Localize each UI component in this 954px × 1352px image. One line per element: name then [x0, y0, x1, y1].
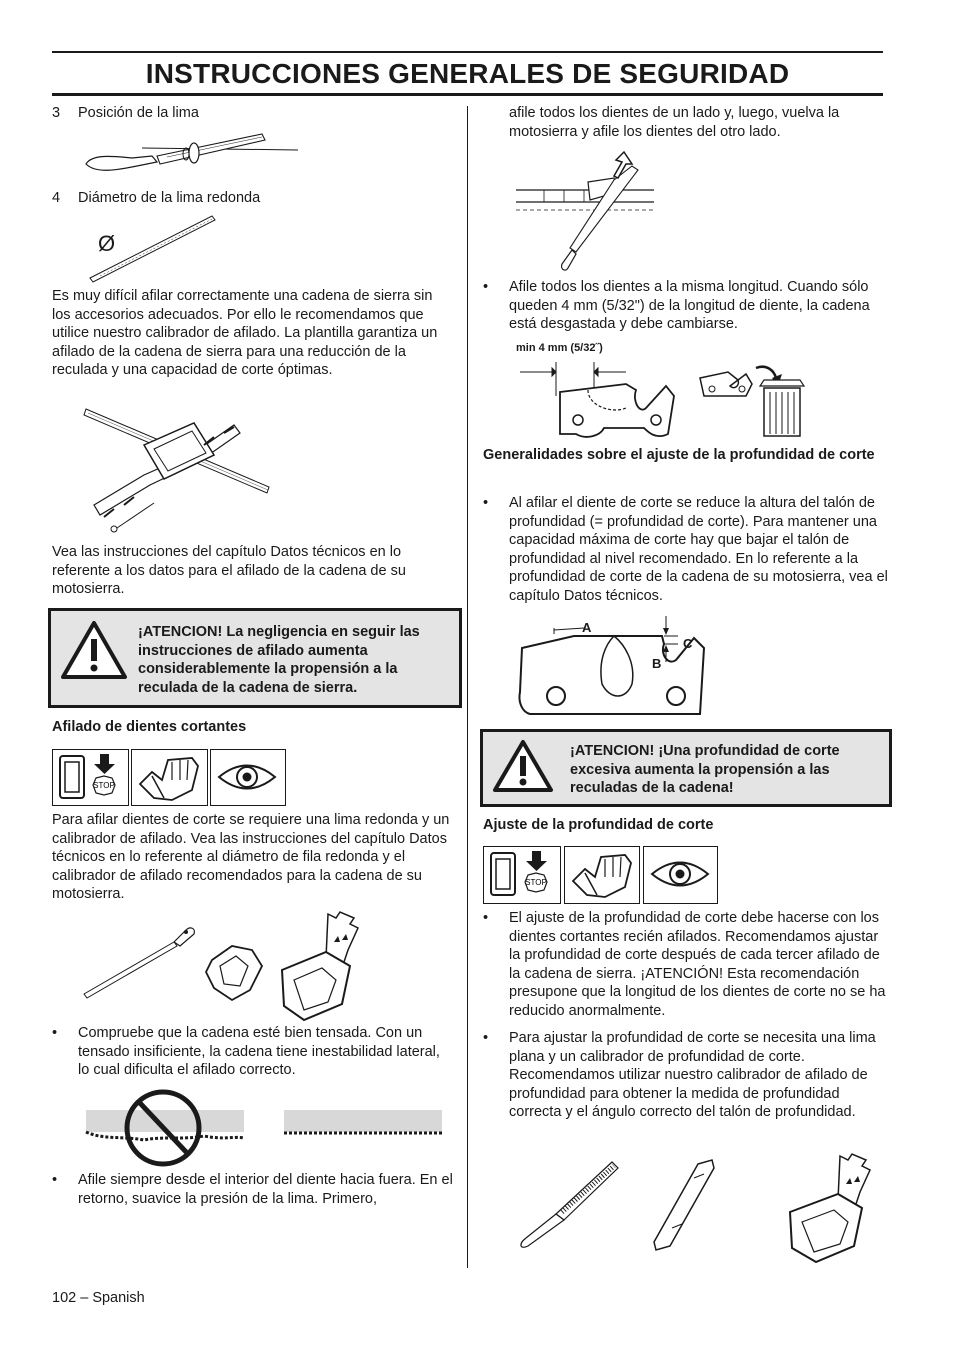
file-gauge-on-chain-illustration [84, 405, 274, 535]
bullet-text: Para ajustar la profundidad de corte se necesita una lima plana y un calibrador de profundidad de corte. Recomendamos utilizar nuestro calibrador de afilado de profundidad para obtener la medida de profundidad correcta y el ángulo correcto del talón de profundidad. [509, 1030, 876, 1121]
depth-gauge-abc-illustration [514, 614, 714, 720]
column-divider [467, 106, 468, 1268]
warning-text: ¡ATENCION! La negligencia en seguir las instrucciones de afilado aumenta considerablemente la propensión a la reculada de la cadena de sierra. [138, 624, 420, 696]
label-b: B [652, 656, 662, 671]
file-position-illustration [82, 126, 302, 181]
protective-gloves-icon [564, 846, 640, 904]
technical-data-paragraph: Vea las instrucciones del capítulo Datos técnicos en lo referente a los datos para el afilado de la cadena de su motosierra. [52, 544, 406, 598]
stop-sign-label: STOP [525, 878, 547, 887]
flip-saw-paragraph: afile todos los dientes de un lado y, luego, vuelva la motosierra y afile los dientes del otro lado. [509, 105, 840, 140]
item-number: 4 [52, 190, 61, 206]
chain-tension-illustration [84, 1086, 446, 1168]
stop-sign-label: STOP [93, 781, 115, 790]
eye-protection-icon [643, 846, 718, 904]
item-label: Diámetro de la lima redonda [78, 190, 261, 206]
heading-depth-general: Generalidades sobre el ajuste de la profundidad de corte [483, 447, 875, 463]
item-label: Posición de la lima [78, 105, 199, 121]
filing-chain-illustration [514, 152, 664, 274]
bullet-dot: • [52, 1172, 58, 1188]
bullet-text: Afile todos los dientes a la misma longitud. Cuando sólo queden 4 mm (5/32") de la longitud de diente, la cadena está desgastada y debe cambiarse. [509, 279, 870, 333]
warning-box-kickback [48, 608, 462, 708]
bullet-text: El ajuste de la profundidad de corte debe hacerse con los dientes cortantes recién afilados. Recomendamos ajustar la profundidad de corte después de cada tercer afilado de la cadena de sierra. ¡ATENCIÓN! Esta recomendación presupone que la longitud de los dientes de corte no se ha reducido anormalmente. [509, 910, 886, 1019]
round-file-illustration [88, 214, 218, 284]
min-tooth-length-illustration [516, 356, 812, 444]
warning-text: ¡ATENCION! ¡Una profundidad de corte excesiva aumenta la propensión a las reculadas de la cadena! [570, 743, 840, 797]
sharpening-intro-paragraph: Es muy difícil afilar correctamente una cadena de sierra sin los accesorios adecuados. Por ello le recomendamos que utilice nuestro calibrador de afilado. La plantilla garantiza un afilado de la cadena de sierra para una reducción de la reculada y una capacidad de corte óptimas. [52, 288, 438, 379]
warning-triangle-icon [491, 738, 555, 794]
header-rule-top [52, 51, 883, 53]
heading-cutting-teeth: Afilado de dientes cortantes [52, 719, 247, 735]
label-c: C [683, 636, 693, 651]
diameter-symbol: Ø [98, 231, 116, 256]
label-a: A [582, 620, 592, 635]
eye-protection-icon [210, 749, 286, 806]
bullet-dot: • [483, 910, 489, 926]
warning-box-depth [480, 729, 892, 807]
warning-triangle-icon [59, 619, 129, 681]
header-rule-bottom [52, 93, 883, 96]
item-3 [52, 104, 199, 123]
depth-adjust-tools-illustration [512, 1150, 912, 1268]
page-number-footer: 102 – Spanish [52, 1290, 145, 1306]
bullet-dot: • [52, 1025, 58, 1041]
switch-off-engine-icon [483, 846, 561, 904]
round-file-paragraph: Para afilar dientes de corte se requiere una lima redonda y un calibrador de afilado. Vea las instrucciones del capítulo Datos técnicos en lo referente al diámetro de fila redonda y el calibrador de afilado recomendados para la cadena de su motosierra. [52, 812, 450, 903]
sharpening-tools-illustration [82, 910, 382, 1020]
bullet-text: Al afilar el diente de corte se reduce la altura del talón de profundidad (= profundidad de corte). Para mantener una capacidad máxima de corte hay que bajar el talón de profundidad al nivel recomendado. En lo referente a la profundidad de corte de la cadena de su motosierra, vea el capítulo Datos técnicos. [509, 495, 888, 604]
page-title: INSTRUCCIONES GENERALES DE SEGURIDAD [145, 58, 790, 89]
item-4 [52, 189, 261, 208]
protective-gloves-icon [131, 749, 208, 806]
min-length-label: min 4 mm (5/32˝) [516, 342, 603, 354]
bullet-text: Afile siempre desde el interior del diente hacia fuera. En el retorno, suavice la presión de la lima. Primero, [78, 1172, 453, 1207]
item-number: 3 [52, 105, 61, 121]
heading-depth-adjust: Ajuste de la profundidad de corte [483, 817, 714, 833]
bullet-text: Compruebe que la cadena esté bien tensada. Con un tensado insificiente, la cadena tiene inestabilidad lateral, lo cual dificulta el afilado correcto. [78, 1025, 440, 1079]
bullet-dot: • [483, 279, 489, 295]
switch-off-engine-icon [52, 749, 129, 806]
bullet-dot: • [483, 495, 489, 511]
bullet-dot: • [483, 1030, 489, 1046]
